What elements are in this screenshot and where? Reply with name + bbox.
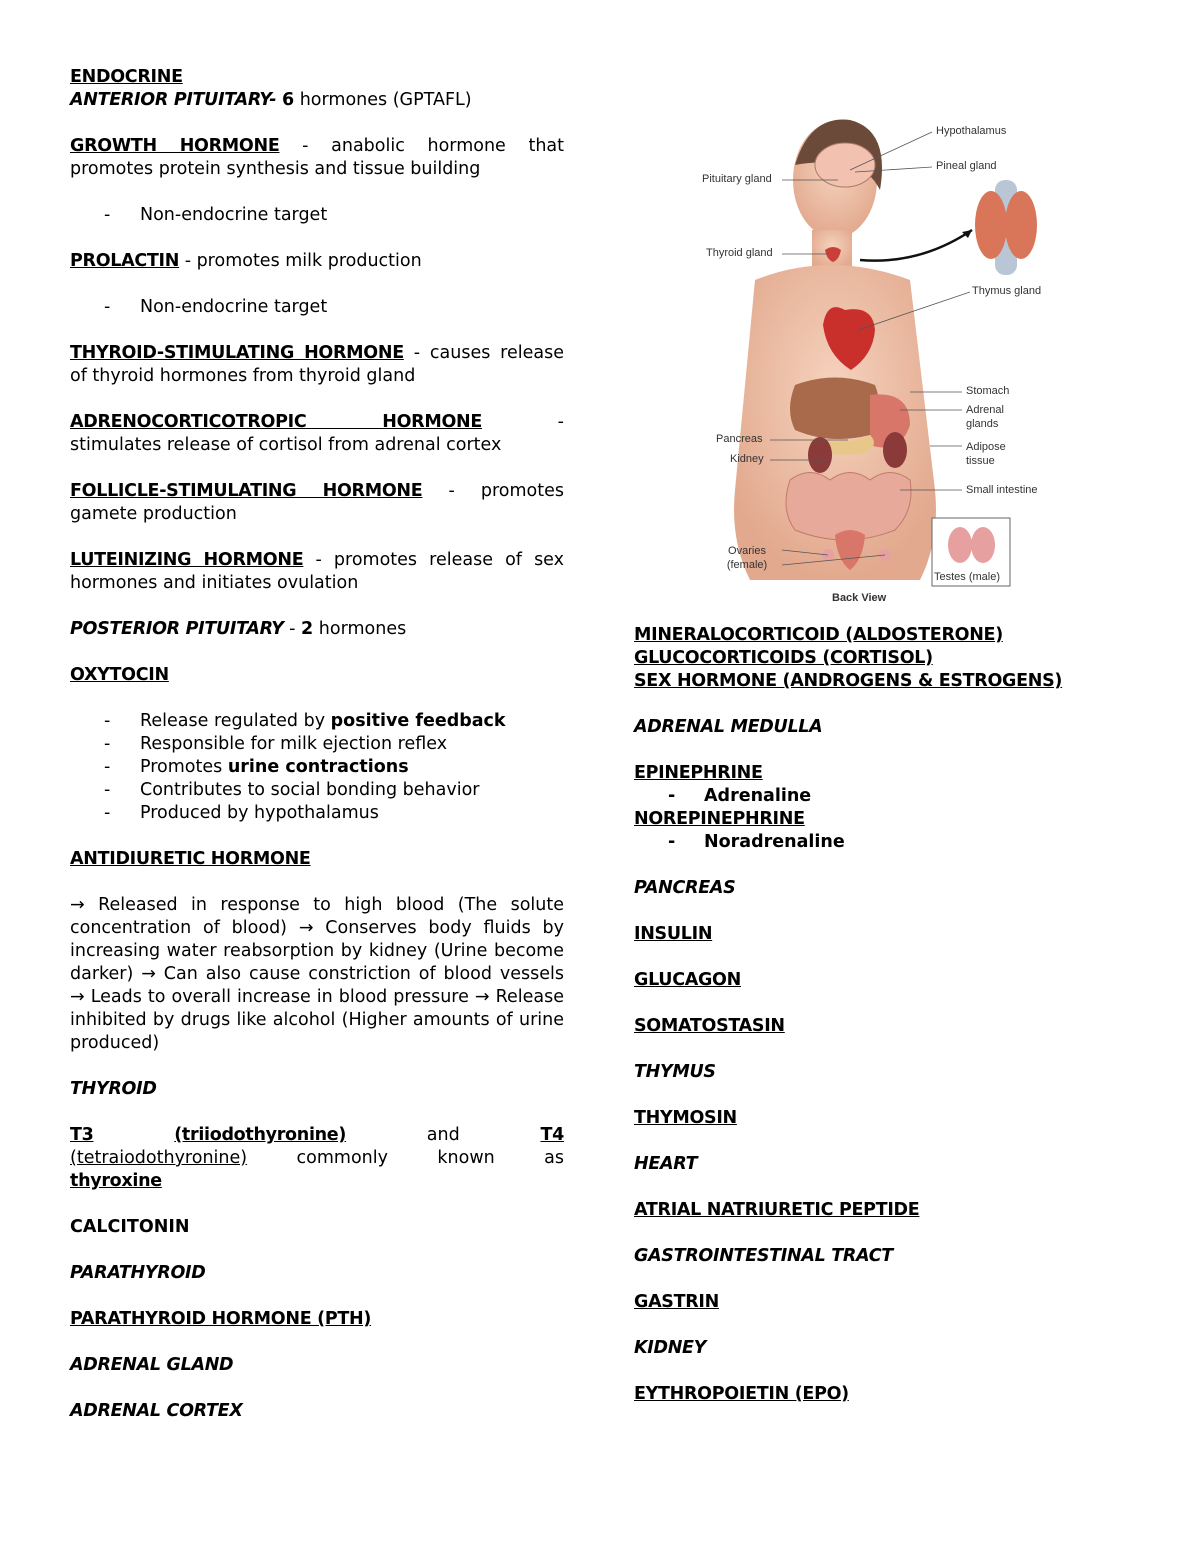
prolactin-bullets (70, 296, 564, 319)
endocrine-anatomy-figure (700, 110, 1120, 610)
label-pituitary-gland: Pituitary gland (702, 173, 772, 185)
label-adrenal-glands: Adrenal glands (966, 404, 1004, 430)
somatostasin-heading: SOMATOSTASIN (634, 1016, 785, 1036)
prolactin-entry: PROLACTIN - promotes milk production (70, 251, 422, 271)
gi-tract-heading: GASTROINTESTINAL TRACT (634, 1246, 893, 1266)
growth-hormone-entry: GROWTH HORMONE - anabolic hormone that promotes protein synthesis and tissue building (70, 136, 565, 179)
sex-hormone-heading: SEX HORMONE (ANDROGENS & ESTROGENS) (634, 671, 1063, 691)
calcitonin-heading: CALCITONIN (70, 1217, 190, 1237)
thymus-heading: THYMUS (634, 1062, 716, 1082)
norepinephrine-heading: NOREPINEPHRINE (634, 809, 805, 829)
thyroid-heading: THYROID (70, 1079, 157, 1099)
label-testes: Testes (male) (934, 571, 1001, 583)
label-thyroid-gland: Thyroid gland (706, 247, 773, 259)
list-item: - Promotes urine contractions (104, 757, 409, 777)
label-pancreas: Pancreas (716, 433, 763, 445)
anp-heading: ATRIAL NATRIURETIC PEPTIDE (634, 1200, 920, 1220)
list-item: - Non-endocrine target (104, 205, 328, 225)
epinephrine-bullets (634, 785, 1154, 808)
label-ovaries: Ovaries (female) (726, 545, 768, 571)
posterior-pituitary-line: POSTERIOR PITUITARY - 2 hormones (70, 619, 407, 639)
list-item: - Release regulated by positive feedback (104, 711, 506, 731)
list-item: - Responsible for milk ejection reflex (104, 734, 448, 754)
adh-paragraph: → Released in response to high blood (The solute concentration of blood) → Conserves body fluids by increasing water reabsorption by kidney (Urine become darker) → Can also cause constriction of blood vessels → Leads to overall increase in blood pressure → Release inhibited by drugs like alcohol (Higher amounts of urine produced) (70, 895, 564, 1053)
glucagon-heading: GLUCAGON (634, 970, 741, 990)
label-kidney: Kidney (730, 453, 764, 465)
parathyroid-heading: PARATHYROID (70, 1263, 206, 1283)
fsh-entry: FOLLICLE-STIMULATING HORMONE - promotes gamete production (70, 481, 564, 524)
adrenal-cortex-heading: ADRENAL CORTEX (70, 1401, 243, 1421)
growth-hormone-bullets (70, 204, 564, 227)
label-small-intestine: Small intestine (966, 484, 1038, 496)
heart-heading: HEART (634, 1154, 698, 1174)
label-stomach: Stomach (966, 385, 1010, 397)
figure-caption: Back View (832, 592, 887, 604)
thyroxine-term: thyroxine (70, 1171, 162, 1191)
anatomy-illustration (700, 110, 1120, 610)
kidney-heading: KIDNEY (634, 1338, 707, 1358)
oxytocin-heading: OXYTOCIN (70, 665, 169, 685)
adrenal-medulla-heading: ADRENAL MEDULLA (634, 717, 823, 737)
pth-heading: PARATHYROID HORMONE (PTH) (70, 1309, 372, 1329)
tsh-entry: THYROID-STIMULATING HORMONE - causes release of thyroid hormones from thyroid gland (70, 343, 564, 386)
right-column (634, 624, 1154, 1406)
oxytocin-bullets (70, 710, 564, 825)
list-item: - Produced by hypothalamus (104, 803, 379, 823)
adrenal-gland-heading: ADRENAL GLAND (70, 1355, 234, 1375)
t4-line: (tetraiodothyronine) commonly known as (70, 1148, 564, 1168)
norepinephrine-bullets (634, 831, 1154, 854)
epo-heading: EYTHROPOIETIN (EPO) (634, 1384, 849, 1404)
epinephrine-heading: EPINEPHRINE (634, 763, 763, 783)
insulin-heading: INSULIN (634, 924, 713, 944)
list-item: - Noradrenaline (668, 832, 845, 852)
anterior-pituitary-line: ANTERIOR PITUITARY- 6 hormones (GPTAFL) (70, 90, 472, 110)
list-item: - Adrenaline (668, 786, 812, 806)
lh-entry: LUTEINIZING HORMONE - promotes release of sex hormones and initiates ovulation (70, 550, 565, 593)
doc-title: ENDOCRINE (70, 67, 183, 87)
acth-heading-line: ADRENOCORTICOTROPIC HORMONE - (70, 412, 564, 432)
pancreas-heading: PANCREAS (634, 878, 736, 898)
acth-description: stimulates release of cortisol from adrenal cortex (70, 435, 502, 455)
label-hypothalamus: Hypothalamus (936, 125, 1007, 137)
gastrin-heading: GASTRIN (634, 1292, 719, 1312)
adh-heading: ANTIDIURETIC HORMONE (70, 849, 311, 869)
t3-line: T3 (triiodothyronine) and T4 (70, 1125, 564, 1145)
label-pineal-gland: Pineal gland (936, 160, 997, 172)
label-thymus-gland: Thymus gland (972, 285, 1042, 297)
glucocorticoids-heading: GLUCOCORTICOIDS (CORTISOL) (634, 648, 933, 668)
thymosin-heading: THYMOSIN (634, 1108, 737, 1128)
left-column (70, 66, 564, 1423)
list-item: - Contributes to social bonding behavior (104, 780, 480, 800)
list-item: - Non-endocrine target (104, 297, 328, 317)
mineralocorticoid-heading: MINERALOCORTICOID (ALDOSTERONE) (634, 625, 1003, 645)
label-adipose-tissue: Adipose tissue (966, 441, 1006, 467)
